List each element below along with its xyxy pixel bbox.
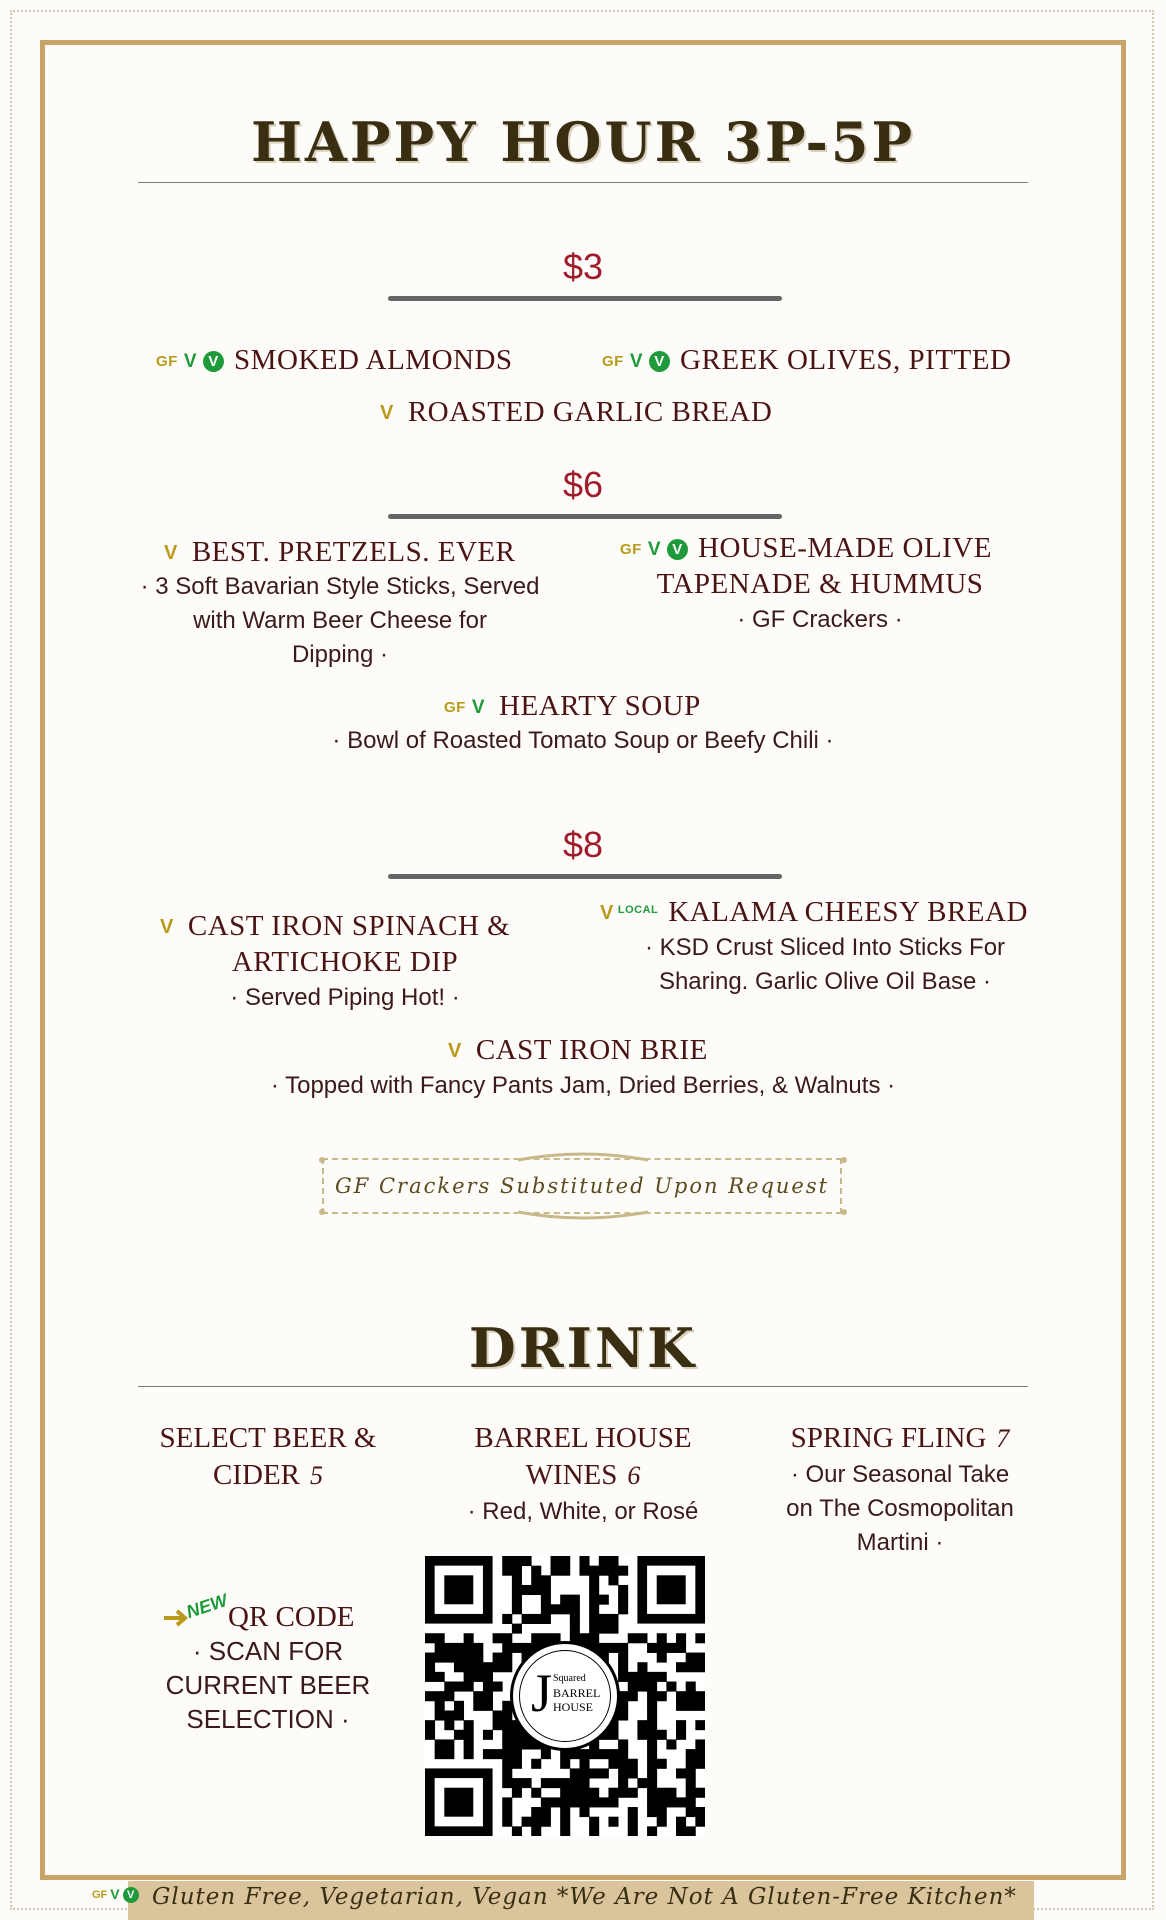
menu-item-brie: [448, 1034, 708, 1067]
item-description: · Served Piping Hot! ·: [230, 984, 460, 1011]
gluten-free-tag: GF: [602, 353, 624, 370]
vegetarian-tag: V: [164, 542, 178, 564]
menu-item-spinach-dip: [160, 910, 510, 943]
footer-legend-tags: [92, 1886, 149, 1906]
item-description: · Topped with Fancy Pants Jam, Dried Berries, & Walnuts ·: [270, 1072, 896, 1099]
item-description: · GF Crackers ·: [737, 606, 903, 633]
vegetarian-tag: V: [183, 351, 198, 372]
item-name: HOUSE-MADE OLIVE: [698, 532, 992, 564]
gluten-free-tag: GF: [156, 353, 178, 370]
drink-description: · Red, White, or Rosé: [467, 1498, 699, 1525]
drink-barrel-house-wines: BARREL HOUSE WINES 6: [474, 1422, 692, 1491]
price-header-3: $3: [562, 246, 604, 287]
item-name: SMOKED ALMONDS: [234, 344, 513, 376]
vegetarian-tag: V: [471, 697, 486, 718]
qr-code-description: · SCAN FOR CURRENT BEER SELECTION ·: [165, 1636, 371, 1734]
item-name-line-2: ARTICHOKE DIP: [231, 946, 459, 978]
vegan-icon: V: [203, 351, 224, 372]
drink-price: 5: [310, 1461, 323, 1490]
barrel-house-logo: [510, 1641, 620, 1751]
menu-item-smoked-almonds: [156, 344, 513, 377]
item-description: · Bowl of Roasted Tomato Soup or Beefy Chili ·: [332, 727, 834, 754]
vegetarian-tag: V: [629, 351, 644, 372]
item-name: ROASTED GARLIC BREAD: [407, 396, 773, 428]
price-underline: [388, 514, 782, 519]
vegetarian-tag: V: [647, 539, 662, 560]
logo-text: Squared BARREL HOUSE: [553, 1673, 601, 1714]
vegetarian-tag: V: [380, 402, 394, 424]
menu-item-cheesy-bread: [600, 896, 1028, 929]
price-header-8: $8: [562, 824, 604, 865]
drink-title: DRINK: [468, 1316, 698, 1380]
item-name: GREEK OLIVES, PITTED: [680, 344, 1012, 376]
qr-code[interactable]: [425, 1556, 705, 1836]
price-underline: [388, 296, 782, 301]
qr-code-label: QR CODE: [228, 1601, 355, 1633]
drink-price: 7: [996, 1424, 1010, 1453]
gluten-free-tag: GF: [92, 1889, 108, 1901]
drink-spring-fling: SPRING FLING 7: [790, 1422, 1010, 1454]
vegetarian-tag: V: [600, 902, 614, 924]
drink-price: 6: [627, 1461, 641, 1490]
vegan-icon: V: [649, 351, 670, 372]
footer-legend-text: Gluten Free, Vegetarian, Vegan *We Are Not A Gluten-Free Kitchen*: [152, 1884, 1017, 1910]
menu-item-soup: [444, 690, 701, 723]
title-divider: [138, 182, 1028, 183]
vegetarian-tag: V: [448, 1040, 462, 1062]
menu-item-tapenade: [620, 532, 992, 565]
menu-item-greek-olives: [602, 344, 1011, 377]
price-header-6: $6: [562, 464, 604, 505]
item-name: KALAMA CHEESY BREAD: [668, 896, 1028, 928]
item-name: CAST IRON SPINACH &: [187, 910, 511, 942]
menu-item-garlic-bread: [380, 396, 772, 429]
page-title: HAPPY HOUR 3P-5P: [250, 110, 916, 174]
item-description: · 3 Soft Bavarian Style Sticks, Served with Warm Beer Cheese for Dipping ·: [140, 573, 540, 668]
item-name-line-2: TAPENADE & HUMMUS: [656, 568, 984, 600]
new-badge: NEW: [183, 1590, 230, 1623]
item-name: HEARTY SOUP: [499, 690, 701, 722]
vegetarian-tag: V: [110, 1886, 120, 1902]
drink-select-beer: SELECT BEER & CIDER 5: [159, 1422, 377, 1491]
local-tag: LOCAL: [617, 904, 659, 916]
gf-crackers-note: GF Crackers Substituted Upon Request: [322, 1158, 842, 1214]
price-underline: [388, 874, 782, 879]
vegan-icon: V: [667, 539, 688, 560]
vegan-icon: V: [123, 1887, 139, 1903]
menu-item-pretzels: [164, 536, 515, 569]
gluten-free-tag: GF: [444, 699, 466, 716]
vegetarian-tag: V: [160, 916, 174, 938]
drink-description: · Our Seasonal Take on The Cosmopolitan Martini ·: [786, 1461, 1014, 1556]
item-description: · KSD Crust Sliced Into Sticks For Sharing. Garlic Olive Oil Base ·: [644, 934, 1006, 995]
drink-divider: [138, 1386, 1028, 1387]
logo-letter: J: [531, 1663, 553, 1723]
item-name: CAST IRON BRIE: [475, 1034, 708, 1066]
item-name: BEST. PRETZELS. EVER: [191, 536, 516, 568]
gluten-free-tag: GF: [620, 541, 642, 558]
